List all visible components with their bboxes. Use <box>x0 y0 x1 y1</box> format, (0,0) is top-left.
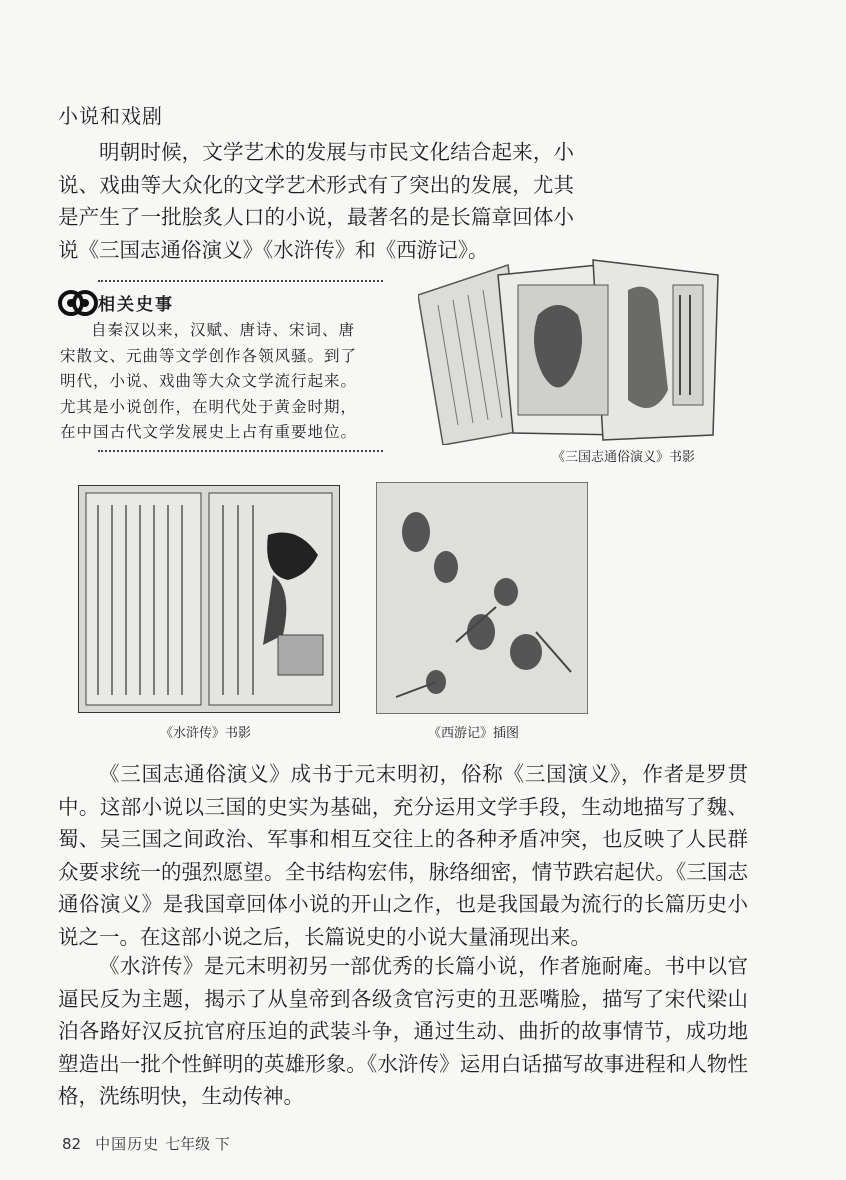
shuihu-paragraph: 《水浒传》是元末明初另一部优秀的长篇小说，作者施耐庵。书中以官逼民反为主题，揭示了从皇帝到各级贪官污吏的丑恶嘴脸，描写了宋代梁山泊各路好汉反抗官府压迫的武装斗争，通过生动、曲折的故事情节，成功地塑造出一批个性鲜明的英雄形象。《水浒传》运用白话描写故事进程和人物性格，洗练明快，生动传神。 <box>58 954 748 1109</box>
dotted-divider-bottom <box>98 450 383 452</box>
sanguo-book-photo <box>418 255 728 445</box>
related-history-box <box>58 270 383 458</box>
xiyou-caption: 《西游记》插图 <box>428 726 520 741</box>
sidebar-title: 相关史事 <box>98 295 174 315</box>
xiyou-illustration <box>376 482 588 714</box>
related-history-icon <box>58 284 98 322</box>
grade-label: 七年级 下 <box>165 1135 230 1153</box>
shuihu-caption: 《水浒传》书影 <box>160 726 252 741</box>
page-number: 82 <box>62 1135 82 1153</box>
shuihu-book-photo <box>78 485 340 713</box>
sanguo-caption: 《三国志通俗演义》书影 <box>552 450 696 465</box>
book-title: 中国历史 <box>95 1135 160 1153</box>
intro-paragraph: 明朝时候，文学艺术的发展与市民文化结合起来，小说、戏曲等大众化的文学艺术形式有了突出的发展，尤其是产生了一批脍炙人口的小说，最著名的是长篇章回体小说《三国志通俗演义》《水浒传》和《西游记》。 <box>58 140 574 262</box>
section-title: 小说和戏剧 <box>58 104 163 128</box>
sanguo-paragraph: 《三国志通俗演义》成书于元末明初，俗称《三国演义》，作者是罗贯中。这部小说以三国的史实为基础，充分运用文学手段，生动地描写了魏、蜀、吴三国之间政治、军事和相互交往上的各种矛盾冲突，也反映了人民群众要求统一的强烈愿望。全书结构宏伟，脉络细密，情节跌宕起伏。《三国志通俗演义》是我国章回体小说的开山之作，也是我国最为流行的长篇历史小说之一。在这部小说之后，长篇说史的小说大量涌现出来。 <box>58 762 748 949</box>
sidebar-text: 自秦汉以来，汉赋、唐诗、宋词、唐宋散文、元曲等文学创作各领风骚。到了明代，小说、戏曲等大众文学流行起来。尤其是小说创作，在明代处于黄金时期，在中国古代文学发展史上占有重要地位。 <box>60 321 358 441</box>
page-footer <box>62 1133 230 1154</box>
dotted-divider-top <box>98 280 383 282</box>
